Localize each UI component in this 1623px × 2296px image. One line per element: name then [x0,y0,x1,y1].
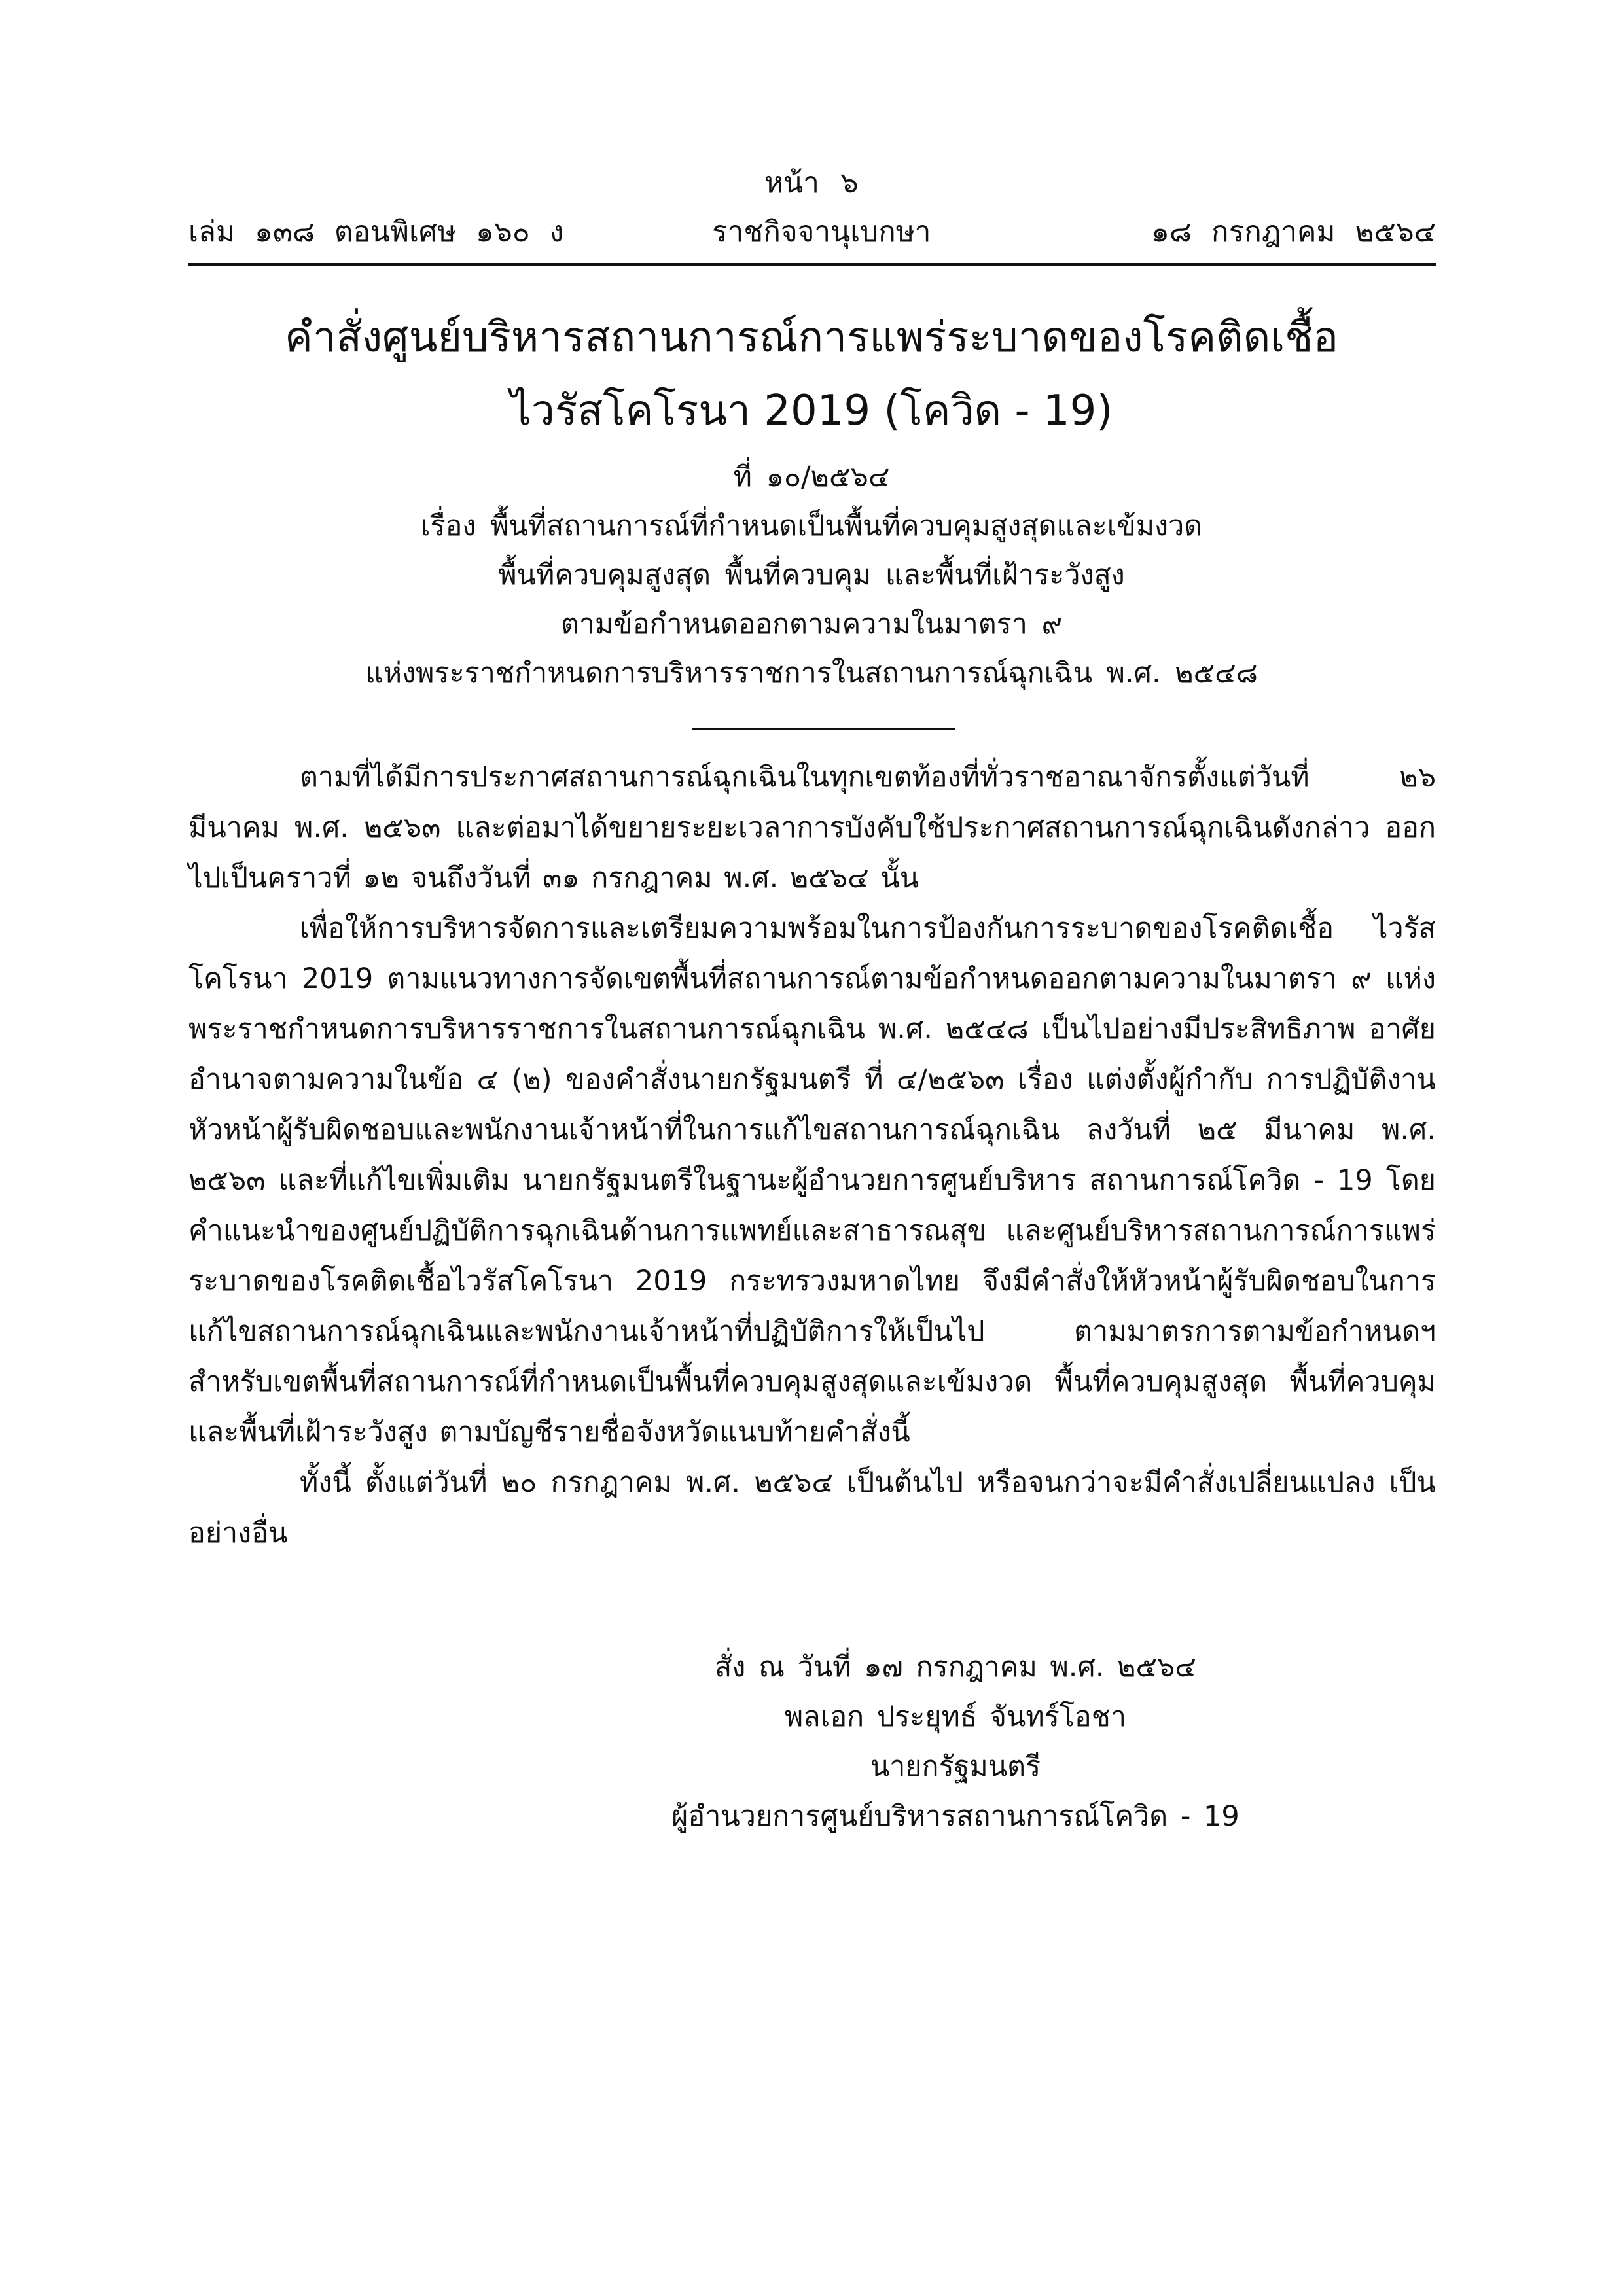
signatory-name: พลเอก ประยุทธ์ จันทร์โอชา [784,1701,1127,1733]
order-number: ที่ ๑๐/๒๕๖๔ [733,461,890,493]
signing-date: สั่ง ณ วันที่ ๑๗ กรกฎาคม พ.ศ. ๒๕๖๔ [715,1651,1196,1684]
subject-line-3: ตามข้อกำหนดออกตามความในมาตรา ๙ [560,608,1063,641]
document-body [188,752,1436,1559]
issue-info: เล่ม ๑๓๘ ตอนพิเศษ ๑๖๐ ง [188,215,564,249]
subject-line-2: พื้นที่ควบคุมสูงสุด พื้นที่ควบคุม และพื้นที่เฝ้าระวังสูง [498,559,1125,592]
signatory-role: ผู้อำนวยการศูนย์บริหารสถานการณ์โควิด - 19 [671,1800,1240,1833]
header-divider [188,263,1436,266]
body-paragraph-3: ทั้งนี้ ตั้งแต่วันที่ ๒๐ กรกฎาคม พ.ศ. ๒๕๖๔ เป็นต้นไป หรือจนกว่าจะมีคำสั่งเปลี่ยนแปลง เป็นอย่างอื่น [188,1466,1436,1549]
order-subject-block [0,453,1623,698]
page-number: หน้า ๖ [764,166,859,200]
title-line-1: คำสั่งศูนย์บริหารสถานการณ์การแพร่ระบาดของโรคติดเชื้อ [285,313,1338,362]
title-separator [692,728,955,730]
gazette-name: ราชกิจจานุเบกษา [712,215,931,249]
body-paragraph-2: เพื่อให้การบริหารจัดการและเตรียมความพร้อมในการป้องกันการระบาดของโรคติดเชื้อ ไวรัสโคโรนา 2019 ตามแนวทางการจัดเขตพื้นที่สถานการณ์ตามข้อกำหนดออกตามความในมาตรา ๙ แห่งพระราชกำหนดการบริหารราชการในสถานการณ์ฉุกเฉิน พ.ศ. ๒๕๔๘ เป็นไปอย่างมีประสิทธิภาพ อาศัยอำนาจตามความในข้อ ๔ (๒) ของคำสั่งนายกรัฐมนตรี ที่ ๔/๒๕๖๓ เรื่อง แต่งตั้งผู้กำกับ การปฏิบัติงาน หัวหน้าผู้รับผิดชอบและพนักงานเจ้าหน้าที่ในการแก้ไขสถานการณ์ฉุกเฉิน ลงวันที่ ๒๕ มีนาคม พ.ศ. ๒๕๖๓ และที่แก้ไขเพิ่มเติม นายกรัฐมนตรีในฐานะผู้อำนวยการศูนย์บริหาร สถานการณ์โควิด - 19 โดยคำแนะนำของศูนย์ปฏิบัติการฉุกเฉินด้านการแพทย์และสาธารณสุข และศูนย์บริหารสถานการณ์การแพร่ระบาดของโรคติดเชื้อไวรัสโคโรนา 2019 กระทรวงมหาดไทย จึงมีคำสั่งให้หัวหน้าผู้รับผิดชอบในการแก้ไขสถานการณ์ฉุกเฉินและพนักงานเจ้าหน้าที่ปฏิบัติการให้เป็นไป ตามมาตรการตามข้อกำหนดฯ สำหรับเขตพื้นที่สถานการณ์ที่กำหนดเป็นพื้นที่ควบคุมสูงสุดและเข้มงวด พื้นที่ควบคุมสูงสุด พื้นที่ควบคุม และพื้นที่เฝ้าระวังสูง ตามบัญชีรายชื่อจังหวัดแนบท้ายคำสั่งนี้ [188,912,1436,1449]
signature-block [628,1642,1283,1841]
title-line-2: ไวรัสโคโรนา 2019 (โควิด - 19) [510,387,1113,435]
signatory-position: นายกรัฐมนตรี [870,1750,1041,1783]
gazette-header [188,211,1436,254]
subject-line-4: แห่งพระราชกำหนดการบริหารราชการในสถานการณ์ฉุกเฉิน พ.ศ. ๒๕๔๘ [365,657,1258,690]
publication-date: ๑๘ กรกฎาคม ๒๕๖๔ [1151,215,1436,249]
body-paragraph-1: ตามที่ได้มีการประกาศสถานการณ์ฉุกเฉินในทุกเขตท้องที่ทั่วราชอาณาจักรตั้งแต่วันที่ ๒๖ มีนาคม พ.ศ. ๒๕๖๓ และต่อมาได้ขยายระยะเวลาการบังคับใช้ประกาศสถานการณ์ฉุกเฉินดังกล่าว ออกไปเป็นคราวที่ ๑๒ จนถึงวันที่ ๓๑ กรกฎาคม พ.ศ. ๒๕๖๔ นั้น [188,761,1436,894]
subject-line-1: เรื่อง พื้นที่สถานการณ์ที่กำหนดเป็นพื้นที่ควบคุมสูงสุดและเข้มงวด [420,510,1203,542]
document-title [0,301,1623,448]
